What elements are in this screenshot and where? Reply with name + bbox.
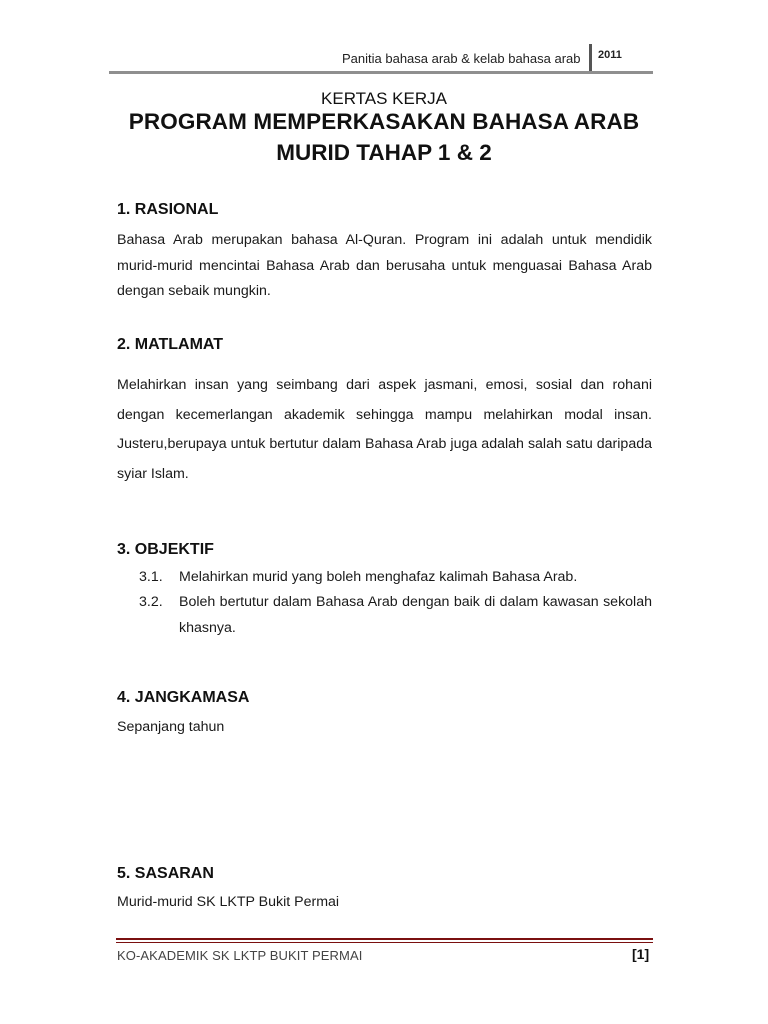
section-heading-sasaran: 5. SASARAN xyxy=(117,865,214,882)
document-title-line1: PROGRAM MEMPERKASAKAN BAHASA ARAB xyxy=(128,109,640,134)
section-heading-jangkamasa: 4. JANGKAMASA xyxy=(117,689,250,706)
header-text: Panitia bahasa arab & kelab bahasa arab xyxy=(342,51,581,66)
objective-text: Boleh bertutur dalam Bahasa Arab dengan baik di dalam kawasan sekolah khasnya. xyxy=(179,594,652,636)
footer-rule-top xyxy=(116,938,653,940)
section-body-matlamat: Melahirkan insan yang seimbang dari aspek jasmani, emosi, sosial dan rohani dengan kecemerlangan akademik sehingga mampu melahirkan modal insan. Justeru,berupaya untuk bertutur dalam Bahasa Arab juga adalah salah satu daripada syiar Islam. xyxy=(117,377,652,482)
objective-number: 3.1. xyxy=(139,569,163,585)
section-heading-rasional: 1. RASIONAL xyxy=(117,201,219,218)
section-heading-matlamat: 2. MATLAMAT xyxy=(117,336,224,353)
objective-item xyxy=(117,589,652,641)
page-number: [1] xyxy=(632,946,650,962)
document-kind: KERTAS KERJA xyxy=(321,89,447,108)
footer-rule-bottom xyxy=(116,942,653,943)
objective-item xyxy=(117,564,652,590)
section-body-jangkamasa: Sepanjang tahun xyxy=(117,719,225,735)
section-body-rasional: Bahasa Arab merupakan bahasa Al-Quran. Program ini adalah untuk mendidik murid-murid mencintai Bahasa Arab dan berusaha untuk menguasai Bahasa Arab dengan sebaik mungkin. xyxy=(117,232,652,299)
section-body-sasaran: Murid-murid SK LKTP Bukit Permai xyxy=(117,894,340,910)
section-heading-objektif: 3. OBJEKTIF xyxy=(117,541,214,558)
objective-text: Melahirkan murid yang boleh menghafaz kalimah Bahasa Arab. xyxy=(179,569,578,585)
objective-number: 3.2. xyxy=(139,594,163,610)
header-rule xyxy=(109,71,653,74)
document-title-line2: MURID TAHAP 1 & 2 xyxy=(276,140,492,165)
header-year: 2011 xyxy=(598,49,622,61)
footer-text: KO-AKADEMIK SK LKTP BUKIT PERMAI xyxy=(117,948,363,963)
header-divider xyxy=(589,44,592,73)
